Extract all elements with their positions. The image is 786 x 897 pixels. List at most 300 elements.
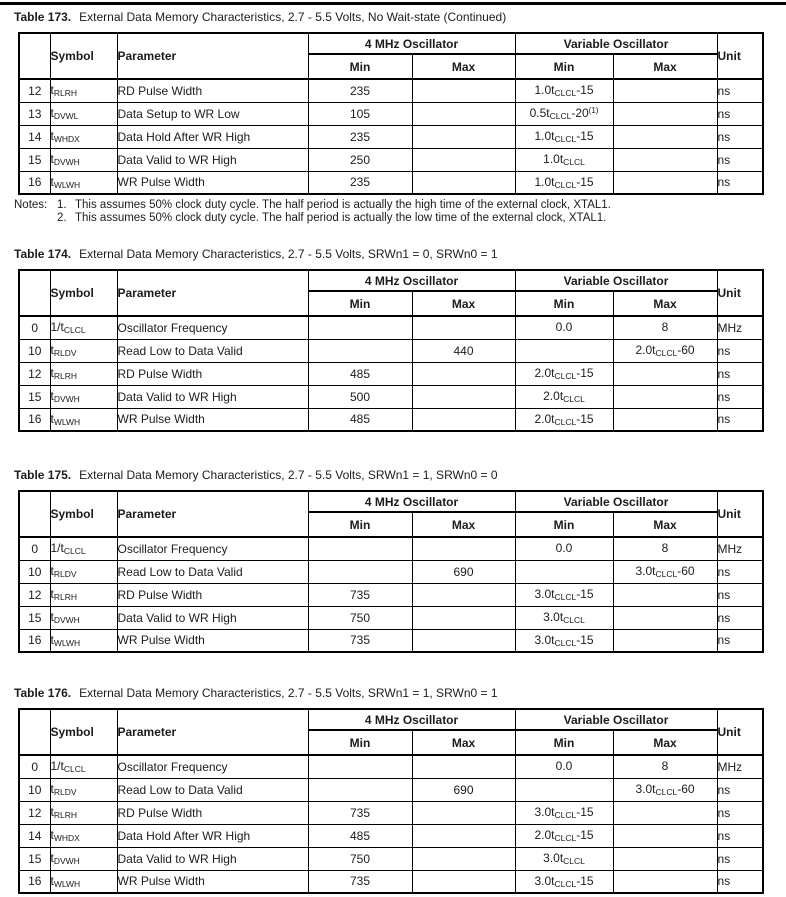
cell-var-min [515,560,613,583]
v-post: -15 [576,587,594,601]
sym-subscript: WHDX [53,833,80,843]
cell-4mhz-min: 485 [308,824,412,847]
header-group-variable-oscillator: Variable Oscillator [515,491,717,512]
header-unit: Unit [717,491,763,537]
v-pre: 1.0t [543,152,564,166]
table-title-text: External Data Memory Characteristics, 2.7 - 5.5 Volts, SRWn1 = 1, SRWn0 = 0 [79,468,498,482]
sym-base: 1/t [50,759,64,774]
cell-var-max [613,755,717,778]
cell-4mhz-min: 250 [308,148,412,171]
cell-symbol [50,583,117,606]
cell-4mhz-min: 750 [308,847,412,870]
cell-symbol [50,362,117,385]
cell-4mhz-max [412,385,515,408]
sym-subscript: CLCL [63,325,86,336]
header-group-4mhz-oscillator: 4 MHz Oscillator [308,270,515,291]
cell-unit: MHz [717,316,763,339]
table-175-section [0,468,786,653]
header-var-max: Max [613,54,717,79]
cell-4mhz-min: 235 [308,171,412,194]
cell-parameter: RD Pulse Width [117,801,308,824]
cell-var-max [613,583,717,606]
cell-var-max [613,537,717,560]
v-sub: CLCL [563,157,585,167]
table-row [19,755,763,778]
header-unit: Unit [717,709,763,755]
cell-var-min [515,847,613,870]
cell-parameter: Read Low to Data Valid [117,560,308,583]
cell-var-min [515,537,613,560]
sym-base: t [50,632,54,647]
sym-base: t [50,828,54,842]
cell-row-number: 10 [19,560,50,583]
table-174-section [0,247,786,432]
cell-unit: ns [717,824,763,847]
table-row [19,102,763,125]
cell-4mhz-min: 235 [308,125,412,148]
header-4mhz-max: Max [412,291,515,316]
v-sub: CLCL [554,179,577,190]
v-pre: 3.0t [543,851,564,865]
cell-4mhz-max [412,362,515,385]
header-var-min: Min [515,54,613,79]
sym-subscript: RLRH [53,88,77,99]
cell-var-max [613,362,717,385]
cell-parameter: RD Pulse Width [117,583,308,606]
cell-4mhz-min: 750 [308,606,412,629]
cell-var-min [515,629,613,652]
v-pre: 3.0t [635,564,656,578]
header-var-min: Min [515,730,613,755]
cell-var-min [515,385,613,408]
cell-var-max [613,408,717,431]
note-text: This assumes 50% clock duty cycle. The half period is actually the high time of the external clock, XTAL1. [75,199,611,211]
v-pre: 0.0 [555,320,573,335]
table-header-row [19,709,763,730]
cell-var-min [515,125,613,148]
cell-unit: ns [717,606,763,629]
cell-4mhz-max [412,801,515,824]
header-blank [19,491,50,537]
header-var-min: Min [515,512,613,537]
table-number-label: Table 173. [14,10,72,24]
v-post: -15 [576,805,594,819]
header-parameter: Parameter [117,270,308,316]
cell-var-min [515,824,613,847]
sym-subscript: RLRH [53,592,77,602]
cell-4mhz-max [412,824,515,847]
cell-row-number: 12 [19,583,50,606]
cell-var-min [515,870,613,893]
header-group-4mhz-oscillator: 4 MHz Oscillator [308,33,515,54]
cell-var-min [515,583,613,606]
cell-var-min [515,102,613,125]
sym-subscript: WLWH [53,637,81,648]
cell-parameter: Data Hold After WR High [117,824,308,847]
cell-row-number: 15 [19,606,50,629]
cell-symbol [50,148,117,171]
cell-row-number: 14 [19,824,50,847]
cell-var-min [515,801,613,824]
sym-base: t [50,873,54,888]
v-post: -60 [677,782,695,796]
cell-var-min [515,339,613,362]
cell-var-min [515,316,613,339]
v-pre: 2.0t [534,828,555,842]
sym-base: t [50,152,54,166]
cell-4mhz-min [308,755,412,778]
cell-row-number: 15 [19,385,50,408]
cell-var-min [515,408,613,431]
cell-row-number: 16 [19,171,50,194]
cell-row-number: 16 [19,870,50,893]
table-173-section [0,10,786,225]
cell-4mhz-max [412,316,515,339]
v-pre: 0.5t [529,106,550,120]
v-pre: 2.0t [534,366,555,380]
cell-parameter: Read Low to Data Valid [117,339,308,362]
cell-var-max [613,339,717,362]
sym-base: t [50,564,54,578]
cell-4mhz-min: 485 [308,408,412,431]
v-post: -15 [576,873,594,888]
cell-row-number: 13 [19,102,50,125]
header-4mhz-max: Max [412,54,515,79]
sym-base: t [50,129,54,143]
cell-row-number: 15 [19,847,50,870]
cell-4mhz-max [412,408,515,431]
cell-4mhz-max [412,102,515,125]
table-176 [18,708,764,894]
sym-subscript: RLRH [53,371,77,381]
cell-symbol [50,755,117,778]
table-173 [18,32,764,195]
table-number-label: Table 175. [14,468,72,482]
sym-base: 1/t [50,541,64,556]
cell-symbol [50,870,117,893]
cell-4mhz-min: 235 [308,79,412,102]
cell-parameter: RD Pulse Width [117,362,308,385]
cell-symbol [50,316,117,339]
cell-var-min [515,171,613,194]
cell-var-min [515,606,613,629]
cell-row-number: 12 [19,362,50,385]
header-group-variable-oscillator: Variable Oscillator [515,270,717,291]
cell-unit: MHz [717,537,763,560]
note-item [57,199,611,212]
header-var-max: Max [613,730,717,755]
sym-subscript: DVWH [53,615,80,625]
note-item [57,212,611,225]
v-post: -15 [576,411,594,426]
sym-base: t [50,805,54,819]
cell-var-max [613,560,717,583]
cell-symbol [50,606,117,629]
header-4mhz-min: Min [308,54,412,79]
v-sub: CLCL [563,615,585,625]
v-pre: 2.0t [543,389,564,403]
datasheet-page [0,2,786,894]
v-post: -20 [571,106,589,120]
cell-var-min [515,79,613,102]
table-header-row [19,491,763,512]
cell-var-max [613,102,717,125]
sym-base: t [50,851,54,865]
cell-parameter: Data Valid to WR High [117,385,308,408]
v-sub: CLCL [549,111,572,121]
cell-symbol [50,537,117,560]
sym-base: t [50,106,54,120]
cell-parameter: RD Pulse Width [117,79,308,102]
v-post: -60 [677,343,695,357]
table-row [19,801,763,824]
cell-var-max [613,606,717,629]
cell-4mhz-max [412,606,515,629]
cell-var-max [613,125,717,148]
cell-4mhz-min [308,316,412,339]
page-top-rule [0,2,786,5]
v-pre: 1.0t [534,174,555,189]
cell-4mhz-max [412,537,515,560]
v-sub: CLCL [554,416,577,427]
cell-4mhz-min: 105 [308,102,412,125]
note-number: 2. [57,212,67,224]
sym-subscript: DVWL [53,111,79,121]
table-row [19,560,763,583]
v-sub: CLCL [655,569,678,579]
header-4mhz-min: Min [308,730,412,755]
cell-unit: ns [717,847,763,870]
sym-base: t [50,610,54,624]
cell-row-number: 12 [19,801,50,824]
cell-unit: ns [717,339,763,362]
cell-var-max [613,171,717,194]
note-text: This assumes 50% clock duty cycle. The half period is actually the low time of the external clock, XTAL1. [75,212,607,224]
header-group-4mhz-oscillator: 4 MHz Oscillator [308,491,515,512]
sym-subscript: WHDX [53,134,80,144]
cell-symbol [50,560,117,583]
sym-base: t [50,366,54,380]
v-sub: CLCL [655,348,678,358]
v-post: -15 [576,828,594,842]
cell-symbol [50,339,117,362]
cell-unit: ns [717,801,763,824]
sym-subscript: CLCL [63,546,86,557]
cell-unit: ns [717,362,763,385]
table-number-label: Table 174. [14,247,72,261]
v-pre: 8 [661,541,669,556]
cell-parameter: Data Valid to WR High [117,606,308,629]
header-unit: Unit [717,33,763,79]
cell-symbol [50,408,117,431]
v-sub: CLCL [563,394,585,404]
header-group-4mhz-oscillator: 4 MHz Oscillator [308,709,515,730]
cell-unit: ns [717,171,763,194]
cell-unit: ns [717,125,763,148]
cell-var-max [613,316,717,339]
v-sub: CLCL [554,810,577,820]
table-row [19,408,763,431]
header-4mhz-max: Max [412,730,515,755]
v-sub: CLCL [554,88,577,99]
table-row [19,537,763,560]
v-pre: 2.0t [534,411,555,426]
cell-symbol [50,778,117,801]
cell-var-max [613,801,717,824]
table-row [19,339,763,362]
header-blank [19,33,50,79]
header-group-variable-oscillator: Variable Oscillator [515,709,717,730]
cell-symbol [50,801,117,824]
cell-unit: ns [717,583,763,606]
table-176-section [0,686,786,894]
cell-row-number: 0 [19,755,50,778]
cell-4mhz-min [308,560,412,583]
table-title [14,468,786,482]
cell-4mhz-max [412,125,515,148]
table-title-text: External Data Memory Characteristics, 2.7 - 5.5 Volts, SRWn1 = 0, SRWn0 = 1 [79,247,498,261]
cell-row-number: 16 [19,408,50,431]
table-175 [18,490,764,653]
table-row [19,606,763,629]
cell-var-max [613,629,717,652]
cell-parameter: Data Setup to WR Low [117,102,308,125]
cell-4mhz-min: 485 [308,362,412,385]
header-symbol: Symbol [50,270,117,316]
cell-parameter: WR Pulse Width [117,629,308,652]
v-post: -15 [576,174,594,189]
cell-parameter: Oscillator Frequency [117,316,308,339]
table-row [19,824,763,847]
cell-4mhz-max: 690 [412,778,515,801]
cell-4mhz-min: 500 [308,385,412,408]
cell-unit: ns [717,148,763,171]
table-row [19,316,763,339]
sym-base: t [50,411,54,426]
cell-unit: ns [717,79,763,102]
cell-symbol [50,102,117,125]
cell-4mhz-max [412,629,515,652]
cell-4mhz-max: 440 [412,339,515,362]
cell-row-number: 0 [19,316,50,339]
header-var-max: Max [613,512,717,537]
header-group-variable-oscillator: Variable Oscillator [515,33,717,54]
cell-var-max [613,385,717,408]
v-pre: 8 [661,320,669,335]
sym-base: t [50,389,54,403]
cell-symbol [50,171,117,194]
cell-symbol [50,385,117,408]
cell-unit: ns [717,408,763,431]
v-pre: 3.0t [534,587,555,601]
cell-4mhz-min [308,778,412,801]
sym-subscript: DVWH [53,856,80,866]
cell-parameter: WR Pulse Width [117,870,308,893]
sym-base: t [50,174,54,189]
table-title-text: External Data Memory Characteristics, 2.7 - 5.5 Volts, No Wait-state (Continued) [79,10,507,24]
v-pre: 3.0t [635,782,656,796]
cell-var-min [515,755,613,778]
cell-symbol [50,125,117,148]
v-post: -60 [677,564,695,578]
cell-4mhz-min: 735 [308,583,412,606]
sym-base: t [50,782,54,796]
header-blank [19,270,50,316]
table-row [19,870,763,893]
header-4mhz-min: Min [308,512,412,537]
v-sub: CLCL [554,134,577,144]
cell-parameter: WR Pulse Width [117,408,308,431]
sym-subscript: RLRH [53,810,77,820]
table-title [14,686,786,700]
header-parameter: Parameter [117,491,308,537]
cell-unit: ns [717,778,763,801]
cell-4mhz-max [412,583,515,606]
cell-4mhz-max [412,79,515,102]
sym-base: 1/t [50,320,64,335]
table-row [19,847,763,870]
cell-parameter: Data Valid to WR High [117,148,308,171]
cell-unit: ns [717,102,763,125]
cell-4mhz-min: 735 [308,870,412,893]
cell-symbol [50,847,117,870]
table-row [19,125,763,148]
cell-4mhz-min [308,339,412,362]
cell-parameter: Oscillator Frequency [117,755,308,778]
header-4mhz-min: Min [308,291,412,316]
v-post: -15 [576,366,594,380]
sym-base: t [50,587,54,601]
header-var-max: Max [613,291,717,316]
header-symbol: Symbol [50,33,117,79]
cell-unit: MHz [717,755,763,778]
header-var-min: Min [515,291,613,316]
sym-subscript: WLWH [53,416,81,427]
sym-subscript: CLCL [63,764,86,775]
sym-subscript: RLDV [53,348,77,358]
table-row [19,778,763,801]
v-post: -15 [576,129,594,143]
cell-parameter: Oscillator Frequency [117,537,308,560]
table-row [19,148,763,171]
cell-4mhz-max [412,171,515,194]
header-blank [19,709,50,755]
header-unit: Unit [717,270,763,316]
header-symbol: Symbol [50,709,117,755]
cell-unit: ns [717,385,763,408]
v-sub: CLCL [554,637,577,648]
cell-row-number: 10 [19,778,50,801]
sym-subscript: RLDV [53,787,77,797]
header-parameter: Parameter [117,33,308,79]
cell-4mhz-max [412,148,515,171]
cell-var-max [613,847,717,870]
sym-base: t [50,83,54,98]
table-row [19,79,763,102]
v-sub: CLCL [563,856,585,866]
cell-parameter: WR Pulse Width [117,171,308,194]
table-174 [18,269,764,432]
table-row [19,385,763,408]
cell-var-max [613,824,717,847]
cell-row-number: 14 [19,125,50,148]
cell-var-max [613,79,717,102]
cell-symbol [50,79,117,102]
cell-4mhz-max [412,870,515,893]
cell-row-number: 0 [19,537,50,560]
cell-parameter: Read Low to Data Valid [117,778,308,801]
v-post: -15 [576,632,594,647]
